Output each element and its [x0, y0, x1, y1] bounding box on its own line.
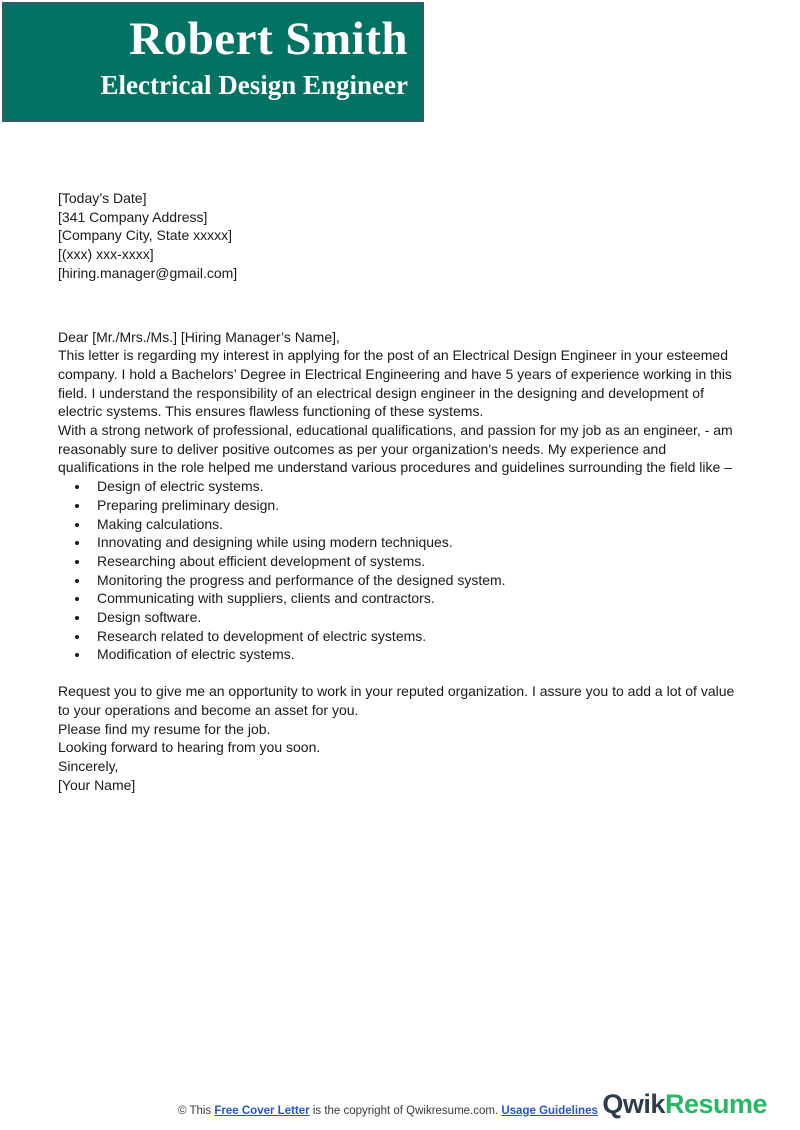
paragraph-closing: Looking forward to hearing from you soon. [58, 739, 321, 756]
free-cover-letter-link[interactable]: Free Cover Letter [214, 1105, 310, 1117]
signoff: Sincerely, [58, 757, 119, 774]
bullet-item: • Modification of electric systems. [90, 645, 748, 664]
address-line: [341 Company Address] [58, 208, 208, 225]
copyright-middle: is the copyright of Qwikresume.com. [309, 1105, 502, 1117]
bullet-item: • Design software. [90, 608, 748, 627]
salutation: Dear [Mr./Mrs./Ms.] [Hiring Manager’s Name], [58, 328, 340, 345]
person-title: Electrical Design Engineer [100, 70, 408, 100]
bullet-list [58, 477, 748, 664]
address-block [58, 208, 748, 283]
signature-name: [Your Name] [58, 776, 136, 793]
address-line: [Company City, State xxxxx] [58, 227, 233, 244]
bullet-item: • Monitoring the progress and performance of the designed system. [90, 571, 748, 590]
header-banner [2, 2, 424, 122]
logo-text-resume: Resume [664, 1089, 767, 1119]
usage-guidelines-link[interactable]: Usage Guidelines [501, 1105, 598, 1117]
paragraph-resume: Please find my resume for the job. [58, 720, 271, 737]
paragraph-request: Request you to give me an opportunity to work in your reputed organization. I assure you to add a lot of value to your operations and become an asset for you. [58, 683, 735, 718]
bullet-item: • Innovating and designing while using modern techniques. [90, 533, 748, 552]
paragraph-intro: This letter is regarding my interest in applying for the post of an Electrical Design Engineer in your esteemed company. I hold a Bachelors’ Degree in Electrical Engineering and have 5 years of experience working in this field. I understand the responsibility of an electrical design engineer in the designing and development of electric systems. This ensures flawless functioning of these systems. [58, 347, 732, 420]
bullet-item: • Research related to development of electric systems. [90, 627, 748, 646]
footer-copyright [178, 1104, 598, 1118]
bullet-item: • Researching about efficient development of systems. [90, 552, 748, 571]
bullet-item: • Design of electric systems. [90, 477, 748, 496]
bullet-item: • Communicating with suppliers, clients and contractors. [90, 589, 748, 608]
qwikresume-logo [602, 1089, 767, 1119]
letter-body [58, 189, 748, 794]
date-line: [Today’s Date] [58, 190, 147, 206]
person-name: Robert Smith [129, 13, 408, 65]
copyright-prefix: © This [178, 1105, 215, 1117]
address-line: [(xxx) xxx-xxxx] [58, 246, 154, 263]
bullet-item: • Making calculations. [90, 515, 748, 534]
paragraph-qualifications: With a strong network of professional, educational qualifications, and passion for my job as an engineer, - am reasonably sure to deliver positive outcomes as per your organization's needs. My experience and qualifications in the role helped me understand various procedures and guidelines surrounding the field like – [58, 422, 733, 476]
address-line: [hiring.manager@gmail.com] [58, 264, 238, 281]
bullet-item: • Preparing preliminary design. [90, 496, 748, 515]
logo-text-qwik: Qwik [602, 1089, 665, 1119]
